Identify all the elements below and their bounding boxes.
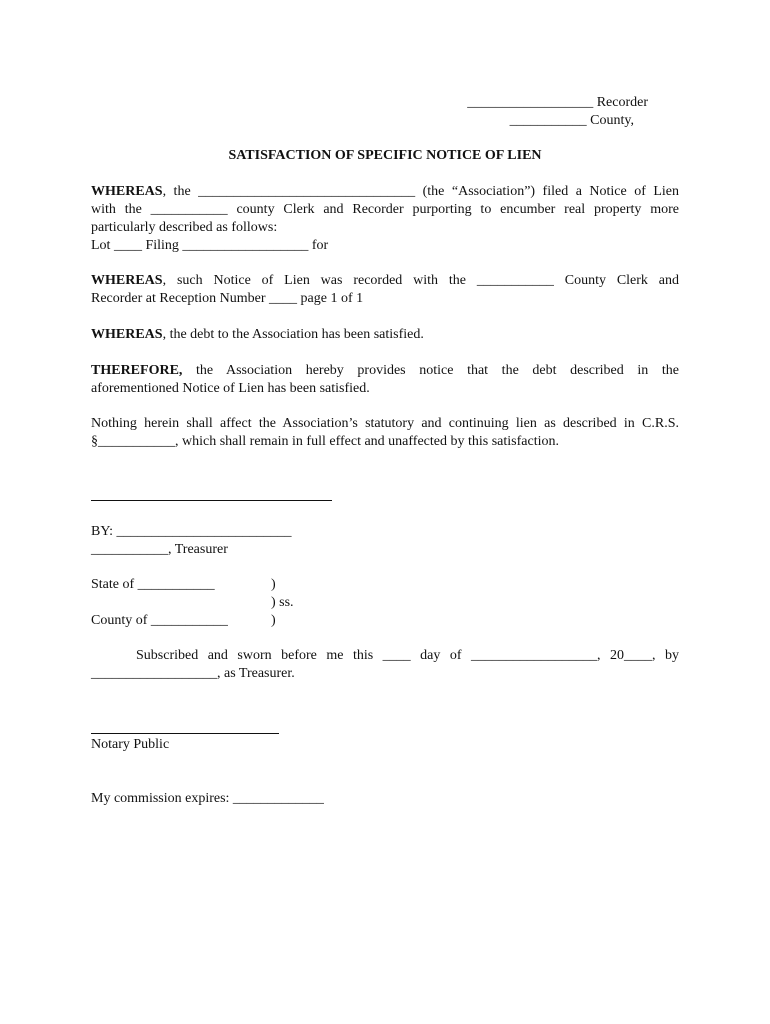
county-of-line: County of ___________ <box>91 613 228 628</box>
whereas1-line2: with the ___________ county Clerk and Recorder purporting to encumber real property more <box>91 202 679 217</box>
treasurer-line: ___________, Treasurer <box>91 542 228 557</box>
notary-public-label: Notary Public <box>91 737 170 752</box>
venue-paren-1: ) <box>271 577 276 592</box>
whereas1-line4: Lot ____ Filing __________________ for <box>91 238 329 253</box>
nothing-herein-paragraph <box>91 415 679 451</box>
venue-paren-3: ) <box>271 613 276 628</box>
recorder-line: __________________ Recorder <box>467 95 648 110</box>
state-of-line: State of ___________ <box>91 577 215 592</box>
whereas2-line2: Recorder at Reception Number ____ page 1 of 1 <box>91 291 364 306</box>
nothing-line2: §___________, which shall remain in full effect and unaffected by this satisfaction. <box>91 434 559 449</box>
whereas2-line1: , such Notice of Lien was recorded with the ___________ County Clerk and <box>162 273 679 288</box>
therefore-paragraph <box>91 362 679 398</box>
whereas-label: WHEREAS <box>91 327 163 342</box>
notary-signature-line <box>91 733 279 734</box>
jurat-line2: __________________, as Treasurer. <box>91 666 295 681</box>
therefore-line1: the Association hereby provides notice that the debt described in the <box>182 363 679 378</box>
jurat-paragraph <box>91 647 679 683</box>
whereas-label: WHEREAS <box>91 273 163 288</box>
county-line: ___________ County, <box>509 113 634 128</box>
whereas-paragraph-1 <box>91 183 679 255</box>
therefore-line2: aforementioned Notice of Lien has been satisfied. <box>91 381 370 396</box>
whereas-paragraph-3 <box>91 326 679 344</box>
therefore-label: THEREFORE, <box>91 363 183 378</box>
commission-expires-line: My commission expires: _____________ <box>91 791 324 806</box>
jurat-line1: Subscribed and sworn before me this ____ day of __________________, 20____, by <box>136 648 679 663</box>
whereas-label: WHEREAS <box>91 184 163 199</box>
whereas-paragraph-2 <box>91 272 679 308</box>
document-title: SATISFACTION OF SPECIFIC NOTICE OF LIEN <box>228 148 542 163</box>
nothing-line1: Nothing herein shall affect the Association’s statutory and continuing lien as described in C.R.S. <box>91 416 679 431</box>
whereas1-line3: particularly described as follows: <box>91 220 278 235</box>
venue-ss: ) ss. <box>271 595 294 610</box>
association-signature-line <box>91 500 332 501</box>
whereas1-line1: , the _______________________________ (the “Association”) filed a Notice of Lien <box>162 184 679 199</box>
by-line: BY: _________________________ <box>91 524 292 539</box>
whereas3-line1: , the debt to the Association has been satisfied. <box>162 327 424 342</box>
